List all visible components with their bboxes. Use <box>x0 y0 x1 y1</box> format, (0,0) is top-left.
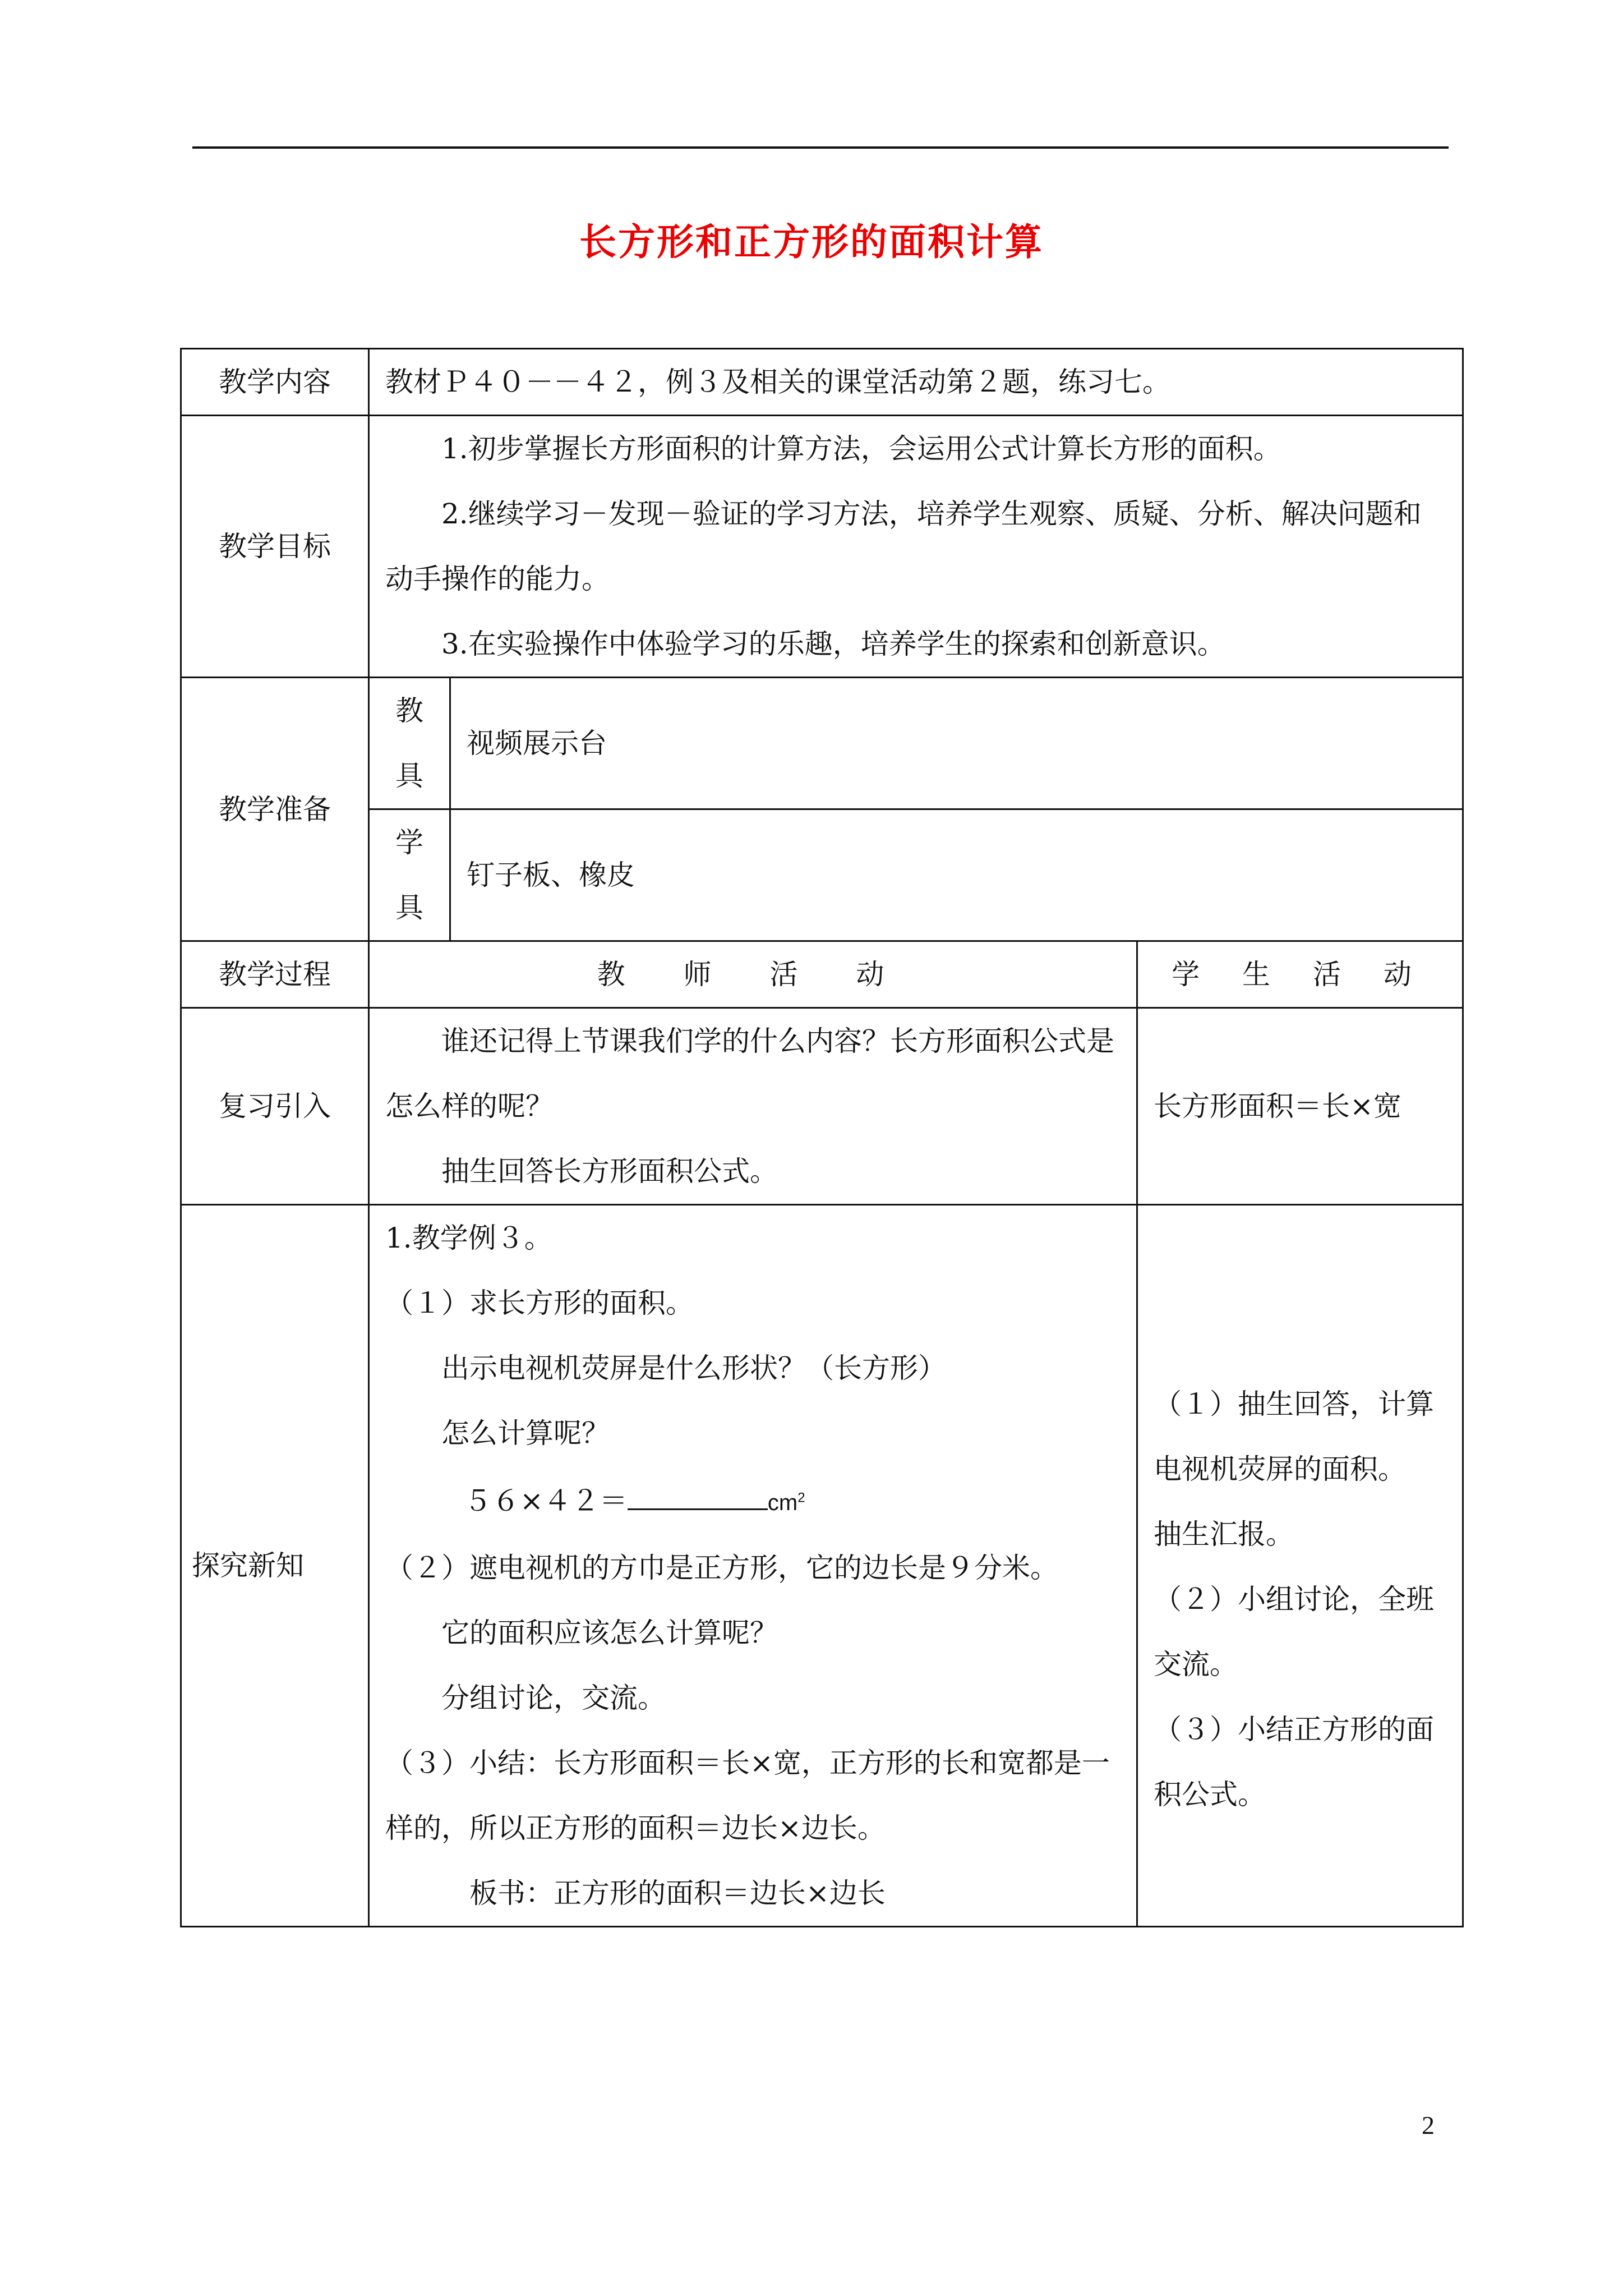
explore-line: 出示电视机荧屏是什么形状？（长方形） <box>441 1352 946 1384</box>
row-process-header <box>181 941 1463 1008</box>
student-tools-label-char: 具 <box>395 891 423 924</box>
process-label: 教学过程 <box>181 941 369 1008</box>
student-tools-label-char: 学 <box>395 826 423 859</box>
teacher-activity-header: 教 师 活 动 <box>369 941 1137 1008</box>
goal-item: 2.继续学习－发现－验证的学习方法，培养学生观察、质疑、分析、解决问题和动手操作的能力。 <box>385 498 1422 595</box>
teacher-tools-label-char: 具 <box>395 760 423 792</box>
explore-formula-line <box>385 1466 1121 1535</box>
row-prep-student <box>181 809 1463 941</box>
answer-blank <box>628 1508 768 1510</box>
teacher-tools-label <box>369 678 450 809</box>
goal-item: 1.初步掌握长方形面积的计算方法，会运用公式计算长方形的面积。 <box>441 432 1281 465</box>
document-title: 长方形和正方形的面积计算 <box>579 220 1044 264</box>
explore-student-line: 抽生汇报。 <box>1154 1518 1294 1551</box>
explore-line: 1.教学例３。 <box>385 1222 552 1254</box>
unit-exponent: 2 <box>797 1490 805 1506</box>
student-tools-value: 钉子板、橡皮 <box>450 809 1463 941</box>
review-teacher-text: 谁还记得上节课我们学的什么内容？长方形面积公式是怎么样的呢？ <box>385 1025 1114 1122</box>
row-goals <box>181 416 1463 678</box>
review-label: 复习引入 <box>181 1008 369 1205</box>
student-activity-header: 学 生 活 动 <box>1137 941 1463 1008</box>
content-text: 教材Ｐ４０－－４２，例３及相关的课堂活动第２题，练习七。 <box>369 349 1463 416</box>
teacher-tools-value: 视频展示台 <box>450 678 1463 809</box>
explore-line: 板书：正方形的面积＝边长×边长 <box>469 1877 886 1910</box>
row-explore <box>181 1205 1463 1927</box>
explore-label: 探究新知 <box>181 1205 369 1927</box>
explore-line: （３）小结：长方形面积＝长×宽，正方形的长和宽都是一样的，所以正方形的面积＝边长×边长。 <box>385 1747 1110 1845</box>
formula-expression: ５６×４２＝ <box>464 1484 628 1517</box>
explore-teacher-cell <box>369 1205 1137 1927</box>
lesson-plan-table <box>180 348 1464 1927</box>
explore-line: （１）求长方形的面积。 <box>385 1287 694 1319</box>
header-rule <box>192 146 1449 149</box>
explore-student-line: （３）小结正方形的面积公式。 <box>1154 1713 1434 1811</box>
explore-student-cell <box>1137 1205 1463 1927</box>
explore-line: 怎么计算呢？ <box>441 1417 610 1450</box>
student-tools-label <box>369 809 450 941</box>
review-student-text: 长方形面积＝长×宽 <box>1137 1008 1463 1205</box>
row-review <box>181 1008 1463 1205</box>
explore-student-line: （１）抽生回答，计算电视机荧屏的面积。 <box>1154 1388 1434 1486</box>
page-number: 2 <box>1422 2111 1435 2139</box>
row-content <box>181 349 1463 416</box>
goals-cell <box>369 416 1463 678</box>
row-prep-teacher <box>181 678 1463 809</box>
review-teacher-cell <box>369 1008 1137 1205</box>
explore-line: 分组讨论，交流。 <box>441 1682 666 1715</box>
goal-item: 3.在实验操作中体验学习的乐趣，培养学生的探索和创新意识。 <box>441 628 1225 660</box>
explore-line: 它的面积应该怎么计算呢？ <box>441 1617 778 1650</box>
goals-label: 教学目标 <box>181 416 369 678</box>
review-teacher-text-2: 抽生回答长方形面积公式。 <box>441 1155 778 1188</box>
explore-line: （２）遮电视机的方巾是正方形，它的边长是９分米。 <box>385 1552 1058 1585</box>
content-label: 教学内容 <box>181 349 369 416</box>
area-unit <box>768 1490 805 1515</box>
explore-student-line: （２）小组讨论，全班交流。 <box>1154 1583 1434 1681</box>
teacher-tools-label-char: 教 <box>395 694 423 727</box>
unit-text: cm <box>767 1490 798 1516</box>
prep-label: 教学准备 <box>181 678 369 941</box>
